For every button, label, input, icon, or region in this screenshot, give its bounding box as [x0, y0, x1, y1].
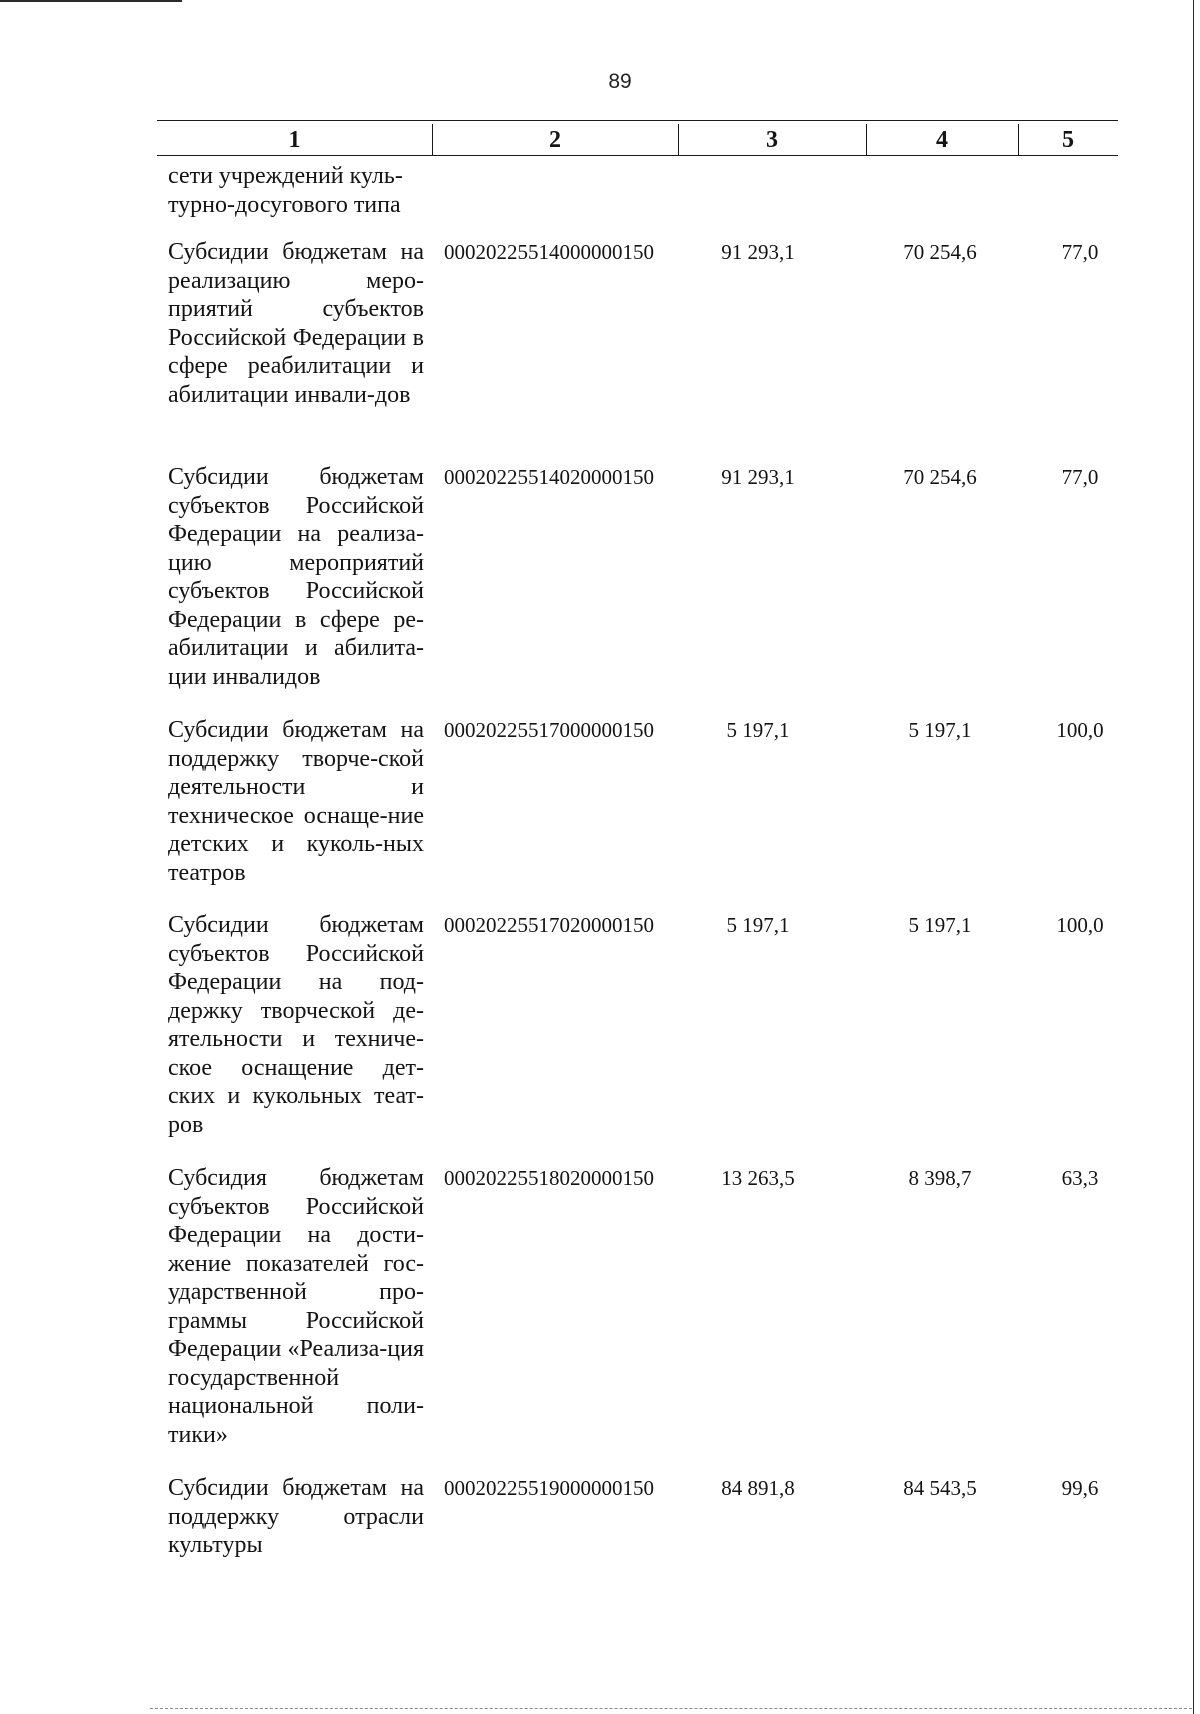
row-value-4: 8 398,7 [908, 1166, 972, 1190]
row-value-4: 5 197,1 [908, 718, 972, 742]
row-name: Субсидия бюджетам субъектов Российской Федерации на дости-жение показателей гос-ударственной про-граммы Российской Федерации «Реализа-ция государственной национальной поли-тики» [168, 1165, 424, 1448]
row-value-4: 70 254,6 [903, 465, 977, 489]
row-name: Субсидии бюджетам субъектов Российской Федерации на реализа-цию мероприятий субъектов Российской Федерации в сфере ре-абилитации и абилита-ции инвалидов [168, 464, 424, 690]
header-cell-5: 5 [1062, 127, 1074, 153]
row-value-5: 100,0 [1056, 913, 1104, 937]
row-name: Субсидии бюджетам на поддержку творче-ской деятельности и техническое оснаще-ние детских и куколь-ных театров [168, 717, 424, 886]
header-cell-4: 4 [936, 127, 948, 153]
row-value-5: 99,6 [1061, 1476, 1099, 1500]
row-value-3: 5 197,1 [726, 718, 790, 742]
row-name: сети учреждений куль- турно-досугового типа [168, 163, 403, 218]
row-value-5: 63,3 [1061, 1166, 1099, 1190]
header-cell-3: 3 [766, 127, 778, 153]
row-code: 00020225514020000150 [444, 465, 654, 489]
header-cell-1: 1 [288, 127, 301, 153]
row-value-4: 5 197,1 [908, 913, 972, 937]
row-code: 00020225518020000150 [444, 1166, 654, 1190]
row-value-5: 100,0 [1056, 718, 1104, 742]
row-name: Субсидии бюджетам субъектов Российской Федерации на под-держку творческой де-ятельности и техниче-ское оснащение дет-ских и кукольных теат-ров [168, 912, 424, 1138]
row-value-5: 77,0 [1061, 240, 1099, 264]
row-code: 00020225514000000150 [444, 240, 654, 264]
row-code: 00020225517020000150 [444, 913, 654, 937]
page-number: 89 [608, 70, 632, 93]
row-value-5: 77,0 [1061, 465, 1099, 489]
row-name: Субсидии бюджетам на реализацию меро-приятий субъектов Российской Федерации в сфере реабилитации и абилитации инвали-дов [168, 239, 424, 408]
row-value-3: 5 197,1 [726, 913, 790, 937]
row-value-3: 84 891,8 [721, 1476, 795, 1500]
row-code: 00020225517000000150 [444, 718, 654, 742]
header-cell-2: 2 [549, 127, 561, 153]
row-value-3: 91 293,1 [721, 240, 795, 264]
row-name: Субсидии бюджетам на поддержку отрасли культуры [168, 1475, 424, 1558]
row-value-4: 84 543,5 [903, 1476, 977, 1500]
row-value-3: 13 263,5 [721, 1166, 795, 1190]
row-code: 00020225519000000150 [444, 1476, 654, 1500]
row-value-3: 91 293,1 [721, 465, 795, 489]
row-value-4: 70 254,6 [903, 240, 977, 264]
